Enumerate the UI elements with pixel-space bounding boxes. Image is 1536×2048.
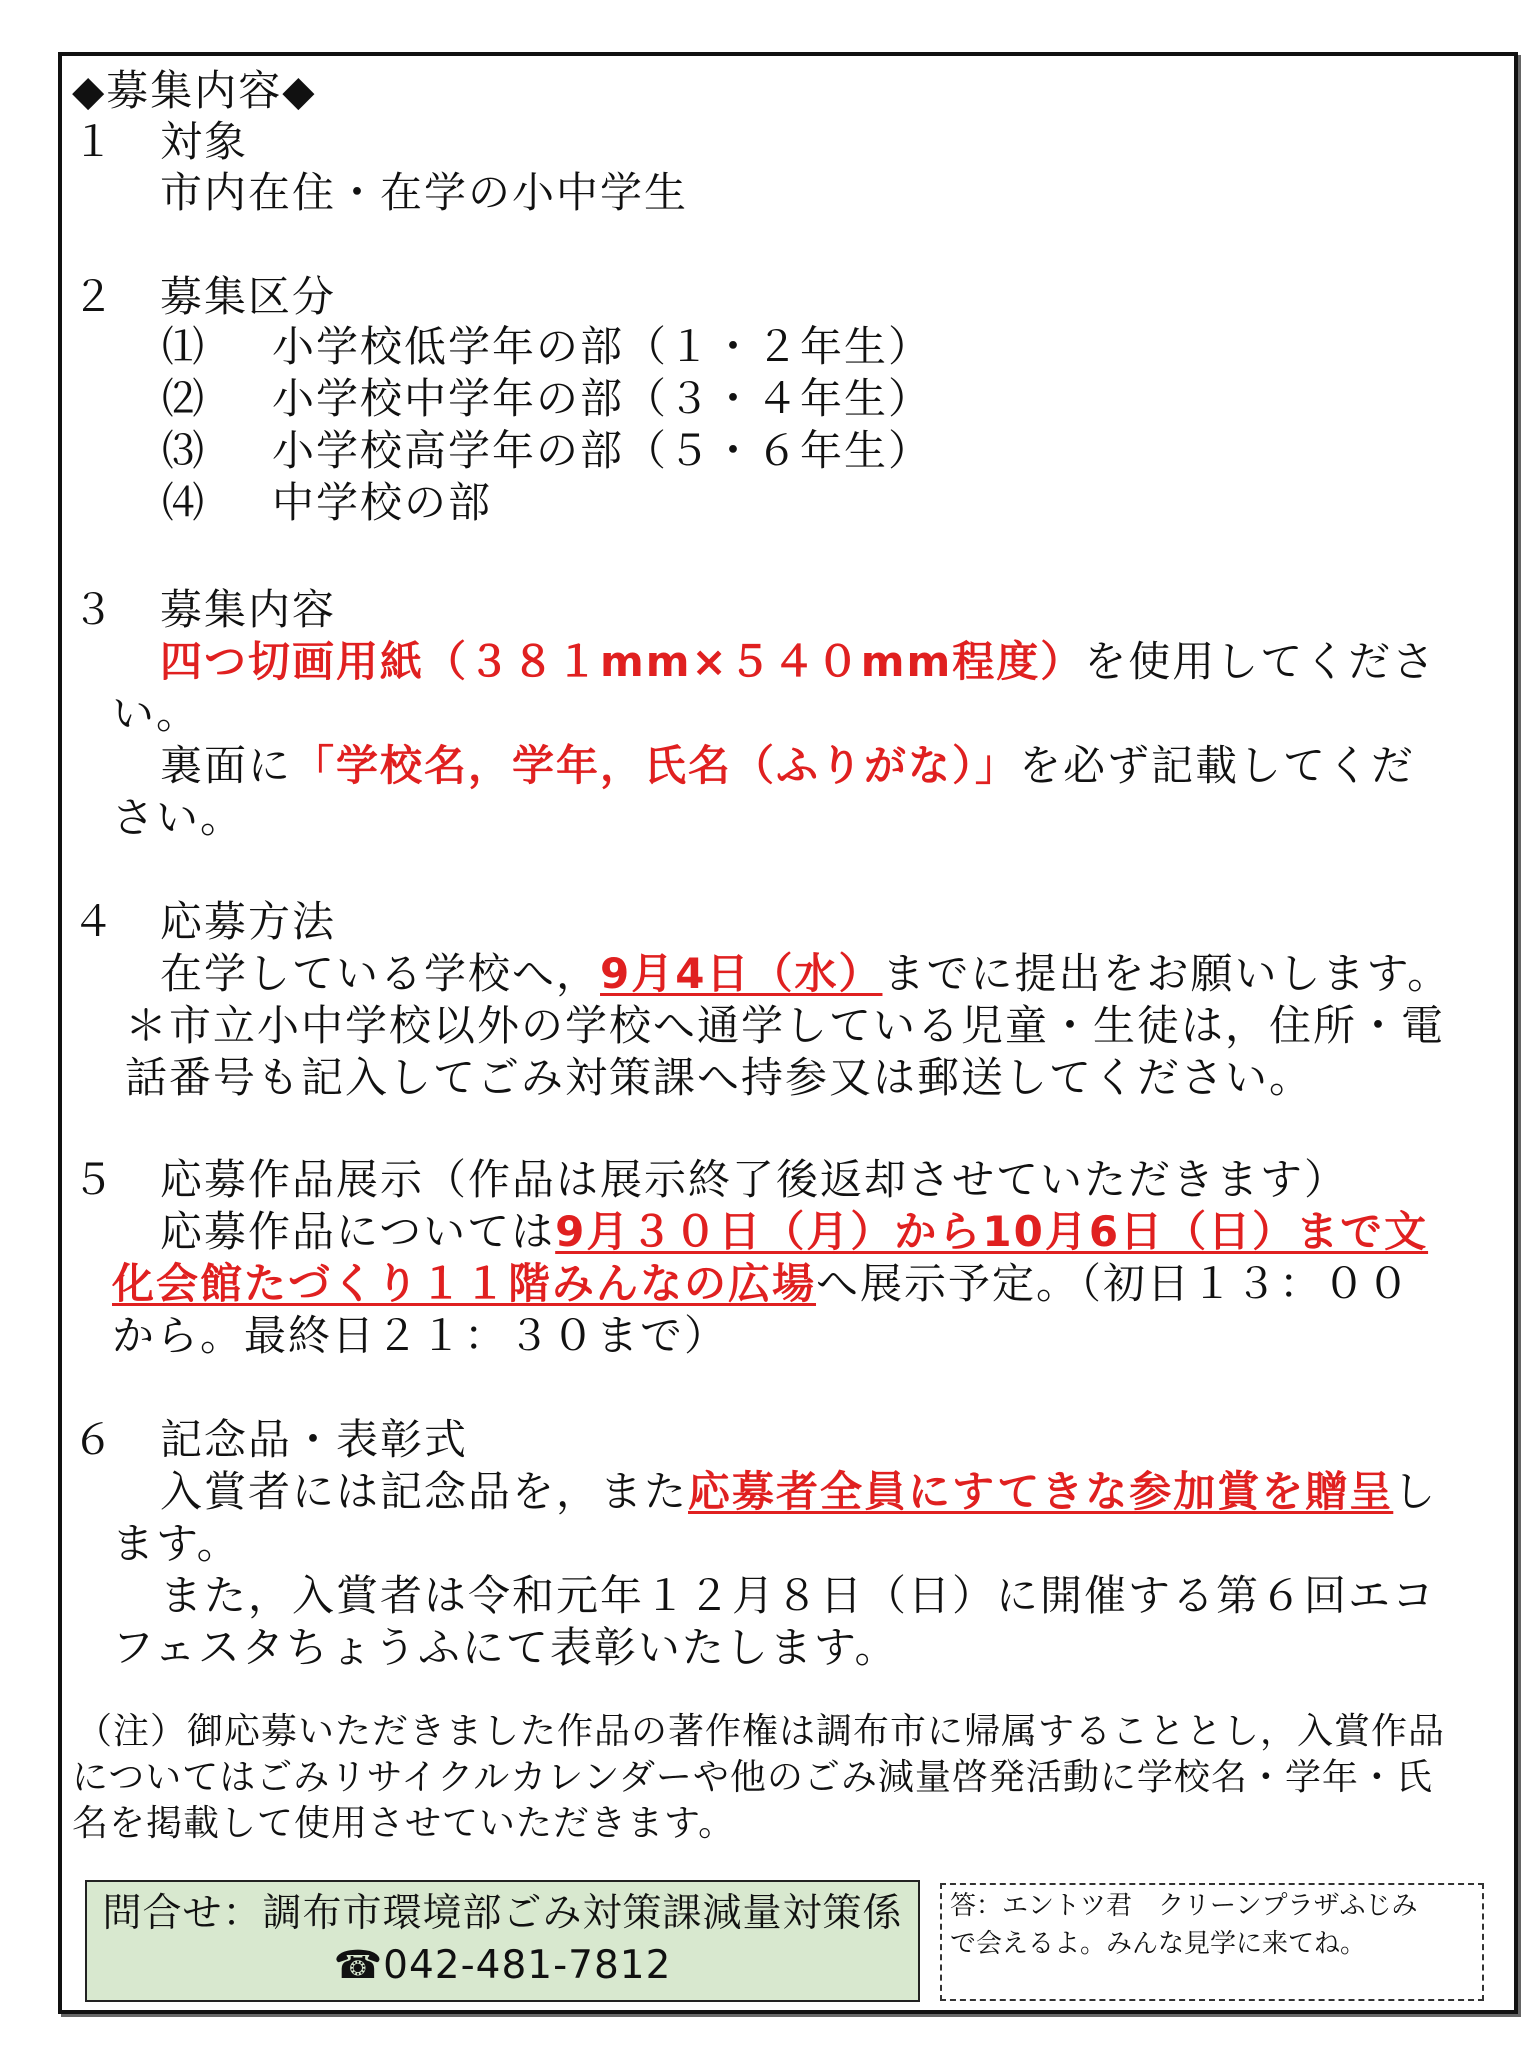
s5-paragraph-2: [112, 1259, 1411, 1309]
s3-p2-continued: さい。: [112, 793, 245, 842]
s2-number: ２: [72, 272, 117, 321]
s6-p1-continued: ます。: [112, 1519, 241, 1568]
s5-exhibition-dates-highlight: 9月３０日（月）から10月6日（日）まで文: [555, 1207, 1429, 1256]
s3-p2-prefix: 裏面に: [160, 741, 293, 790]
s4-paragraph-1: [160, 949, 1451, 999]
quiz-answer-box: [940, 1883, 1484, 2001]
contact-box: [85, 1880, 920, 2002]
s6-paragraph-1: [160, 1467, 1437, 1517]
s4-p1-rest: までに提出をお願いします。: [882, 949, 1452, 998]
s2-item-text: 小学校中学年の部（３・４年生）: [272, 374, 933, 423]
s4-note-continued: 話番号も記入してごみ対策課へ持参又は郵送してください。: [125, 1053, 1314, 1102]
s2-item-mark: ⑶: [162, 426, 207, 475]
s3-title: 募集内容: [160, 585, 337, 634]
s6-p2-continued: フェスタちょうふにて表彰いたします。: [112, 1623, 899, 1672]
s2-item-text: 小学校低学年の部（１・２年生）: [272, 322, 933, 371]
s2-title: 募集区分: [160, 272, 337, 321]
copyright-note-line-1: （注）御応募いただきました作品の著作権は調布市に帰属することとし，入賞作品: [76, 1711, 1446, 1752]
s3-paragraph-1: [160, 637, 1436, 687]
s5-p2-rest: へ展示予定。（初日１３：００: [816, 1259, 1412, 1308]
quiz-answer-line-1: 答：エントツ君 クリーンプラザふじみ: [950, 1891, 1418, 1921]
telephone-icon: ☎: [333, 1943, 384, 1988]
s5-p1-prefix: 応募作品については: [160, 1207, 556, 1256]
copyright-note-line-3: 名を掲載して使用させていただきます。: [72, 1803, 736, 1844]
s5-paragraph-1: [160, 1207, 1428, 1257]
s4-deadline-highlight: 9月4日（水）: [600, 949, 883, 998]
contact-phone-number[interactable]: 042-481-7812: [383, 1943, 672, 1988]
s2-item-mark: ⑷: [162, 478, 207, 527]
s2-item-text: 中学校の部: [272, 478, 493, 527]
s4-p1-prefix: 在学している学校へ，: [160, 949, 601, 998]
s5-title: 応募作品展示（作品は展示終了後返却させていただきます）: [160, 1155, 1349, 1204]
s1-body: 市内在住・在学の小中学生: [160, 168, 689, 217]
s6-p1-rest: し: [1393, 1467, 1438, 1516]
s4-title: 応募方法: [160, 897, 337, 946]
copyright-note-line-2: についてはごみリサイクルカレンダーや他のごみ減量啓発活動に学校名・学年・氏: [72, 1757, 1433, 1798]
s3-p1-rest: を使用してくださ: [1084, 637, 1437, 686]
contact-phone-line: [87, 1940, 918, 1992]
s1-number: １: [72, 117, 117, 166]
s4-number: ４: [72, 897, 117, 946]
s6-title: 記念品・表彰式: [160, 1415, 469, 1464]
s4-note: ＊市立小中学校以外の学校へ通学している児童・生徒は，住所・電: [125, 1001, 1446, 1050]
s1-title: 対象: [160, 117, 249, 166]
s5-number: ５: [72, 1155, 117, 1204]
s2-item-mark: ⑵: [162, 374, 207, 423]
s2-item-mark: ⑴: [162, 322, 207, 371]
s3-required-fields-highlight: 「学校名，学年，氏名（ふりがな）」: [292, 741, 1020, 790]
s3-p1-continued: い。: [112, 689, 201, 738]
s3-number: ３: [72, 585, 117, 634]
contact-department: 問合せ：調布市環境部ごみ対策課減量対策係: [102, 1891, 903, 1936]
s5-paragraph-3: から。最終日２１：３０まで）: [112, 1311, 729, 1360]
section-header: ◆募集内容◆: [72, 66, 317, 115]
quiz-answer-line-2: で会えるよ。みんな見学に来てね。: [950, 1929, 1367, 1959]
s6-participation-prize-highlight: 応募者全員にすてきな参加賞を贈呈: [688, 1467, 1394, 1516]
s2-item-text: 小学校高学年の部（５・６年生）: [272, 426, 933, 475]
s5-venue-highlight: 化会館たづくり１１階みんなの広場: [112, 1259, 817, 1308]
s3-p2-rest: を必ず記載してくだ: [1019, 741, 1416, 790]
s6-number: ６: [72, 1415, 117, 1464]
s6-p1-prefix: 入賞者には記念品を，また: [160, 1467, 689, 1516]
s6-paragraph-2: また，入賞者は令和元年１２月８日（日）に開催する第６回エコ: [160, 1571, 1437, 1620]
s3-paragraph-2: [160, 741, 1415, 791]
s3-paper-size-highlight: 四つ切画用紙（３８１mm×５４０mm程度）: [160, 637, 1085, 686]
